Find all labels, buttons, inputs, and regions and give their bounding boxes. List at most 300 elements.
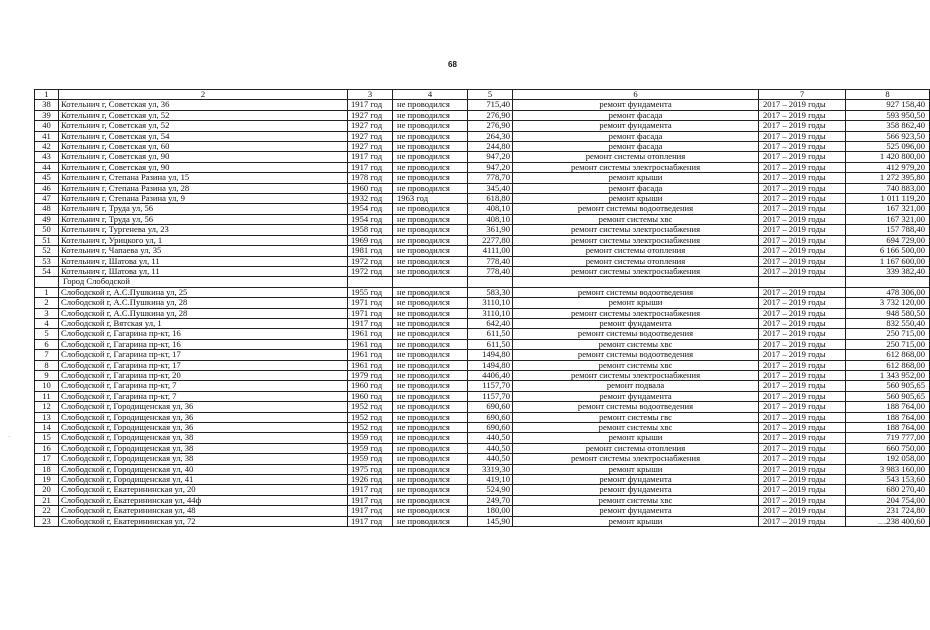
row-number: 46 [35,183,59,193]
build-year-cell: 1959 год [348,443,393,453]
table-row [35,131,930,141]
table-row [35,256,930,266]
last-repair-cell: не проводился [393,173,468,183]
row-number: 44 [35,162,59,172]
period-cell: 2017 – 2019 годы [759,308,846,318]
area-cell: 583,30 [468,287,513,297]
table-row [35,506,930,516]
row-number: 51 [35,235,59,245]
build-year-cell: 1917 год [348,485,393,495]
row-number: 49 [35,214,59,224]
build-year-cell: 1917 год [348,318,393,328]
table-row [35,329,930,339]
build-year-cell: 1958 год [348,225,393,235]
period-cell: 2017 – 2019 годы [759,475,846,485]
cost-cell: 1 167 600,00 [846,256,930,266]
area-cell: 3319,30 [468,464,513,474]
row-number: 9 [35,370,59,380]
row-number: 11 [35,391,59,401]
empty-cell [468,277,513,287]
last-repair-cell: не проводился [393,423,468,433]
work-type-cell: ремонт системы электроснабжения [513,225,759,235]
build-year-cell: 1917 год [348,100,393,110]
last-repair-cell: не проводился [393,464,468,474]
row-number: 17 [35,454,59,464]
area-cell: 524,90 [468,485,513,495]
period-cell: 2017 – 2019 годы [759,287,846,297]
row-number: 4 [35,318,59,328]
last-repair-cell: не проводился [393,370,468,380]
cost-cell: 740 883,00 [846,183,930,193]
area-cell: 1494,80 [468,360,513,370]
build-year-cell: 1917 год [348,506,393,516]
period-cell: 2017 – 2019 годы [759,110,846,120]
area-cell: 345,40 [468,183,513,193]
last-repair-cell: не проводился [393,308,468,318]
address-cell: Слободской г, А.С.Пушкина ул, 28 [59,308,348,318]
table-row [35,183,930,193]
address-cell: Котельнич г, Советская ул, 52 [59,121,348,131]
cost-cell: 560 905,65 [846,381,930,391]
period-cell: 2017 – 2019 годы [759,506,846,516]
period-cell: 2017 – 2019 годы [759,412,846,422]
area-cell: 440,50 [468,454,513,464]
area-cell: 690,60 [468,402,513,412]
period-cell: 2017 – 2019 годы [759,152,846,162]
address-cell: Слободской г, Гагарина пр-кт, 16 [59,339,348,349]
cost-cell: 231 724,80 [846,506,930,516]
work-type-cell: ремонт крыши [513,298,759,308]
area-cell: 778,40 [468,256,513,266]
row-number: 20 [35,485,59,495]
area-cell: 361,90 [468,225,513,235]
period-cell: 2017 – 2019 годы [759,423,846,433]
last-repair-cell: не проводился [393,454,468,464]
table-row [35,298,930,308]
address-cell: Слободской г, Екатерининская ул, 48 [59,506,348,516]
address-cell: Слободской г, Гагарина пр-кт, 17 [59,360,348,370]
build-year-cell: 1917 год [348,152,393,162]
build-year-cell: 1952 год [348,423,393,433]
period-cell: 2017 – 2019 годы [759,495,846,505]
section-title: Город Слободской [59,277,348,287]
area-cell: 180,00 [468,506,513,516]
table-row [35,110,930,120]
work-type-cell: ремонт системы отопления [513,246,759,256]
period-cell: 2017 – 2019 годы [759,183,846,193]
table-row [35,162,930,172]
column-header: 6 [513,90,759,100]
build-year-cell: 1960 год [348,391,393,401]
last-repair-cell: не проводился [393,443,468,453]
row-number: 23 [35,516,59,526]
row-number: 16 [35,443,59,453]
area-cell: 947,20 [468,162,513,172]
build-year-cell: 1952 год [348,412,393,422]
cost-cell: 238 400,60 [846,516,930,526]
work-type-cell: ремонт системы электроснабжения [513,266,759,276]
work-type-cell: ремонт системы гвс [513,412,759,422]
last-repair-cell: не проводился [393,495,468,505]
last-repair-cell: не проводился [393,329,468,339]
area-cell: 145,90 [468,516,513,526]
address-cell: Слободской г, Вятская ул, 1 [59,318,348,328]
cost-cell: 680 270,40 [846,485,930,495]
address-cell: Котельнич г, Труда ул, 56 [59,204,348,214]
build-year-cell: 1932 год [348,194,393,204]
build-year-cell: 1960 год [348,381,393,391]
row-number: 19 [35,475,59,485]
last-repair-cell: не проводился [393,412,468,422]
area-cell: 419,10 [468,475,513,485]
table-row [35,454,930,464]
last-repair-cell: 1963 год [393,194,468,204]
table-row [35,100,930,110]
cost-cell: 358 862,40 [846,121,930,131]
address-cell: Слободской г, Гагарина пр-кт, 7 [59,391,348,401]
work-type-cell: ремонт системы электроснабжения [513,162,759,172]
address-cell: Котельнич г, Шатова ул, 11 [59,266,348,276]
cost-cell: 1 272 395,80 [846,173,930,183]
row-number: 7 [35,350,59,360]
capital-repair-table [34,89,930,527]
table-body [35,100,930,527]
address-cell: Слободской г, Екатерининская ул, 72 [59,516,348,526]
cost-cell: 204 754,00 [846,495,930,505]
address-cell: Котельнич г, Советская ул, 60 [59,142,348,152]
build-year-cell: 1972 год [348,266,393,276]
period-cell: 2017 – 2019 годы [759,173,846,183]
address-cell: Слободской г, Гагарина пр-кт, 17 [59,350,348,360]
cost-cell: 188 764,00 [846,402,930,412]
row-number: 41 [35,131,59,141]
period-cell: 2017 – 2019 годы [759,391,846,401]
last-repair-cell: не проводился [393,214,468,224]
period-cell: 2017 – 2019 годы [759,339,846,349]
period-cell: 2017 – 2019 годы [759,464,846,474]
work-type-cell: ремонт фасада [513,131,759,141]
table-row [35,204,930,214]
cost-cell: 560 905,65 [846,391,930,401]
row-number: 1 [35,287,59,297]
row-number: 38 [35,100,59,110]
work-type-cell: ремонт системы водоотведения [513,287,759,297]
cost-cell: 188 764,00 [846,423,930,433]
last-repair-cell: не проводился [393,506,468,516]
last-repair-cell: не проводился [393,162,468,172]
address-cell: Слободской г, Городищенская ул, 38 [59,454,348,464]
area-cell: 1494,80 [468,350,513,360]
work-type-cell: ремонт системы электроснабжения [513,308,759,318]
work-type-cell: ремонт фундамента [513,475,759,485]
work-type-cell: ремонт системы электроснабжения [513,370,759,380]
address-cell: Слободской г, Городищенская ул, 38 [59,433,348,443]
build-year-cell: 1959 год [348,433,393,443]
table-row [35,121,930,131]
last-repair-cell: не проводился [393,266,468,276]
period-cell: 2017 – 2019 годы [759,246,846,256]
area-cell: 440,50 [468,433,513,443]
row-number: 42 [35,142,59,152]
empty-cell [348,277,393,287]
build-year-cell: 1969 год [348,235,393,245]
last-repair-cell: не проводился [393,183,468,193]
cost-cell: 832 550,40 [846,318,930,328]
table-row [35,308,930,318]
cost-cell: 188 764,00 [846,412,930,422]
last-repair-cell: не проводился [393,100,468,110]
row-number: 45 [35,173,59,183]
last-repair-cell: не проводился [393,152,468,162]
area-cell: 408,10 [468,204,513,214]
work-type-cell: ремонт фундамента [513,100,759,110]
cost-cell: 478 306,00 [846,287,930,297]
work-type-cell: ремонт системы отопления [513,443,759,453]
address-cell: Слободской г, Городищенская ул, 36 [59,402,348,412]
table-row [35,152,930,162]
last-repair-cell: не проводился [393,516,468,526]
period-cell: 2017 – 2019 годы [759,433,846,443]
work-type-cell: ремонт системы водоотведения [513,350,759,360]
area-cell: 3110,10 [468,308,513,318]
cost-cell: 612 868,00 [846,350,930,360]
area-cell: 778,70 [468,173,513,183]
build-year-cell: 1955 год [348,287,393,297]
address-cell: Котельнич г, Чапаева ул, 35 [59,246,348,256]
work-type-cell: ремонт фундамента [513,318,759,328]
cost-cell: 250 715,00 [846,339,930,349]
address-cell: Котельнич г, Степана Разина ул, 9 [59,194,348,204]
last-repair-cell: не проводился [393,350,468,360]
area-cell: 408,10 [468,214,513,224]
address-cell: Котельнич г, Труда ул, 56 [59,214,348,224]
last-repair-cell: не проводился [393,235,468,245]
work-type-cell: ремонт фасада [513,110,759,120]
table-row [35,370,930,380]
build-year-cell: 1917 год [348,495,393,505]
row-number: 13 [35,412,59,422]
last-repair-cell: не проводился [393,381,468,391]
address-cell: Слободской г, А.С.Пушкина ул, 28 [59,298,348,308]
column-header: 5 [468,90,513,100]
work-type-cell: ремонт фундамента [513,121,759,131]
cost-cell: 3 983 160,00 [846,464,930,474]
cost-cell: 927 158,40 [846,100,930,110]
build-year-cell: 1971 год [348,298,393,308]
period-cell: 2017 – 2019 годы [759,298,846,308]
build-year-cell: 1981 год [348,246,393,256]
last-repair-cell: не проводился [393,298,468,308]
build-year-cell: 1927 год [348,121,393,131]
work-type-cell: ремонт подвала [513,381,759,391]
table-row [35,318,930,328]
build-year-cell: 1971 год [348,308,393,318]
cost-cell: 167 321,00 [846,204,930,214]
cost-cell: 525 096,00 [846,142,930,152]
address-cell: Котельнич г, Советская ул, 90 [59,162,348,172]
scan-mark: –·– [878,521,887,527]
build-year-cell: 1927 год [348,131,393,141]
address-cell: Слободской г, А.С.Пушкина ул, 25 [59,287,348,297]
table-row [35,360,930,370]
column-header: 1 [35,90,59,100]
cost-cell: 948 580,50 [846,308,930,318]
scan-mark: · [8,434,10,440]
build-year-cell: 1972 год [348,256,393,266]
row-number: 2 [35,298,59,308]
row-number: 12 [35,402,59,412]
cost-cell: 719 777,00 [846,433,930,443]
row-number: 52 [35,246,59,256]
table-row [35,412,930,422]
cost-cell: 1 011 119,20 [846,194,930,204]
row-number: 43 [35,152,59,162]
cost-cell: 1 420 800,00 [846,152,930,162]
period-cell: 2017 – 2019 годы [759,443,846,453]
table-row [35,475,930,485]
table-row [35,423,930,433]
area-cell: 690,60 [468,412,513,422]
area-cell: 642,40 [468,318,513,328]
work-type-cell: ремонт системы отопления [513,152,759,162]
period-cell: 2017 – 2019 годы [759,360,846,370]
period-cell: 2017 – 2019 годы [759,485,846,495]
table-row [35,194,930,204]
row-number: 3 [35,308,59,318]
last-repair-cell: не проводился [393,225,468,235]
empty-cell [846,277,930,287]
build-year-cell: 1961 год [348,350,393,360]
table-row [35,402,930,412]
cost-cell: 1 343 952,00 [846,370,930,380]
work-type-cell: ремонт системы хвс [513,423,759,433]
table-row [35,173,930,183]
cost-cell: 612 868,00 [846,360,930,370]
area-cell: 249,70 [468,495,513,505]
last-repair-cell: не проводился [393,475,468,485]
column-header: 3 [348,90,393,100]
empty-cell [513,277,759,287]
period-cell: 2017 – 2019 годы [759,516,846,526]
period-cell: 2017 – 2019 годы [759,402,846,412]
address-cell: Слободской г, Гагарина пр-кт, 20 [59,370,348,380]
cost-cell: 412 979,20 [846,162,930,172]
row-number: 5 [35,329,59,339]
last-repair-cell: не проводился [393,360,468,370]
cost-cell: 660 750,00 [846,443,930,453]
work-type-cell: ремонт фундамента [513,485,759,495]
address-cell: Слободской г, Екатерининская ул, 20 [59,485,348,495]
address-cell: Слободской г, Городищенская ул, 36 [59,412,348,422]
address-cell: Котельнич г, Шатова ул, 11 [59,256,348,266]
table-row [35,464,930,474]
area-cell: 276,90 [468,110,513,120]
address-cell: Слободской г, Городищенская ул, 40 [59,464,348,474]
last-repair-cell: не проводился [393,433,468,443]
address-cell: Слободской г, Гагарина пр-кт, 7 [59,381,348,391]
period-cell: 2017 – 2019 годы [759,370,846,380]
cost-cell: 694 729,00 [846,235,930,245]
table-row [35,495,930,505]
cost-cell: 6 166 500,00 [846,246,930,256]
work-type-cell: ремонт системы отопления [513,256,759,266]
build-year-cell: 1959 год [348,454,393,464]
address-cell: Котельнич г, Советская ул, 52 [59,110,348,120]
table-row [35,142,930,152]
cost-cell: 339 382,40 [846,266,930,276]
work-type-cell: ремонт фасада [513,142,759,152]
row-number: 53 [35,256,59,266]
work-type-cell: ремонт системы хвс [513,360,759,370]
work-type-cell: ремонт фасада [513,183,759,193]
period-cell: 2017 – 2019 годы [759,318,846,328]
cost-cell: 566 923,50 [846,131,930,141]
last-repair-cell: не проводился [393,204,468,214]
address-cell: Котельнич г, Советская ул, 54 [59,131,348,141]
area-cell: 244,80 [468,142,513,152]
row-number: 40 [35,121,59,131]
table-row [35,350,930,360]
build-year-cell: 1926 год [348,475,393,485]
work-type-cell: ремонт крыши [513,173,759,183]
build-year-cell: 1975 год [348,464,393,474]
last-repair-cell: не проводился [393,391,468,401]
address-cell: Котельнич г, Тургенева ул, 23 [59,225,348,235]
work-type-cell: ремонт крыши [513,516,759,526]
work-type-cell: ремонт системы водоотведения [513,204,759,214]
row-number: 21 [35,495,59,505]
table-row [35,433,930,443]
table-row [35,516,930,526]
row-number: 6 [35,339,59,349]
build-year-cell: 1961 год [348,360,393,370]
area-cell: 690,60 [468,423,513,433]
last-repair-cell: не проводился [393,485,468,495]
build-year-cell: 1960 год [348,183,393,193]
build-year-cell: 1954 год [348,204,393,214]
table-row [35,214,930,224]
row-number: 18 [35,464,59,474]
work-type-cell: ремонт системы хвс [513,495,759,505]
period-cell: 2017 – 2019 годы [759,142,846,152]
period-cell: 2017 – 2019 годы [759,194,846,204]
area-cell: 611,50 [468,329,513,339]
last-repair-cell: не проводился [393,110,468,120]
period-cell: 2017 – 2019 годы [759,121,846,131]
cost-cell: 593 950,50 [846,110,930,120]
cost-cell: 167 321,00 [846,214,930,224]
row-number: 39 [35,110,59,120]
row-number: 10 [35,381,59,391]
last-repair-cell: не проводился [393,142,468,152]
table-row [35,391,930,401]
address-cell: Слободской г, Екатерининская ул, 44ф [59,495,348,505]
address-cell: Котельнич г, Советская ул, 36 [59,100,348,110]
build-year-cell: 1917 год [348,516,393,526]
area-cell: 715,40 [468,100,513,110]
row-number: 8 [35,360,59,370]
build-year-cell: 1978 год [348,173,393,183]
row-number: 54 [35,266,59,276]
address-cell: Слободской г, Городищенская ул, 41 [59,475,348,485]
table-row [35,485,930,495]
page-number: 68 [448,60,457,69]
cost-cell: 3 732 120,00 [846,298,930,308]
period-cell: 2017 – 2019 годы [759,350,846,360]
empty-cell [393,277,468,287]
period-cell: 2017 – 2019 годы [759,256,846,266]
table-row [35,339,930,349]
